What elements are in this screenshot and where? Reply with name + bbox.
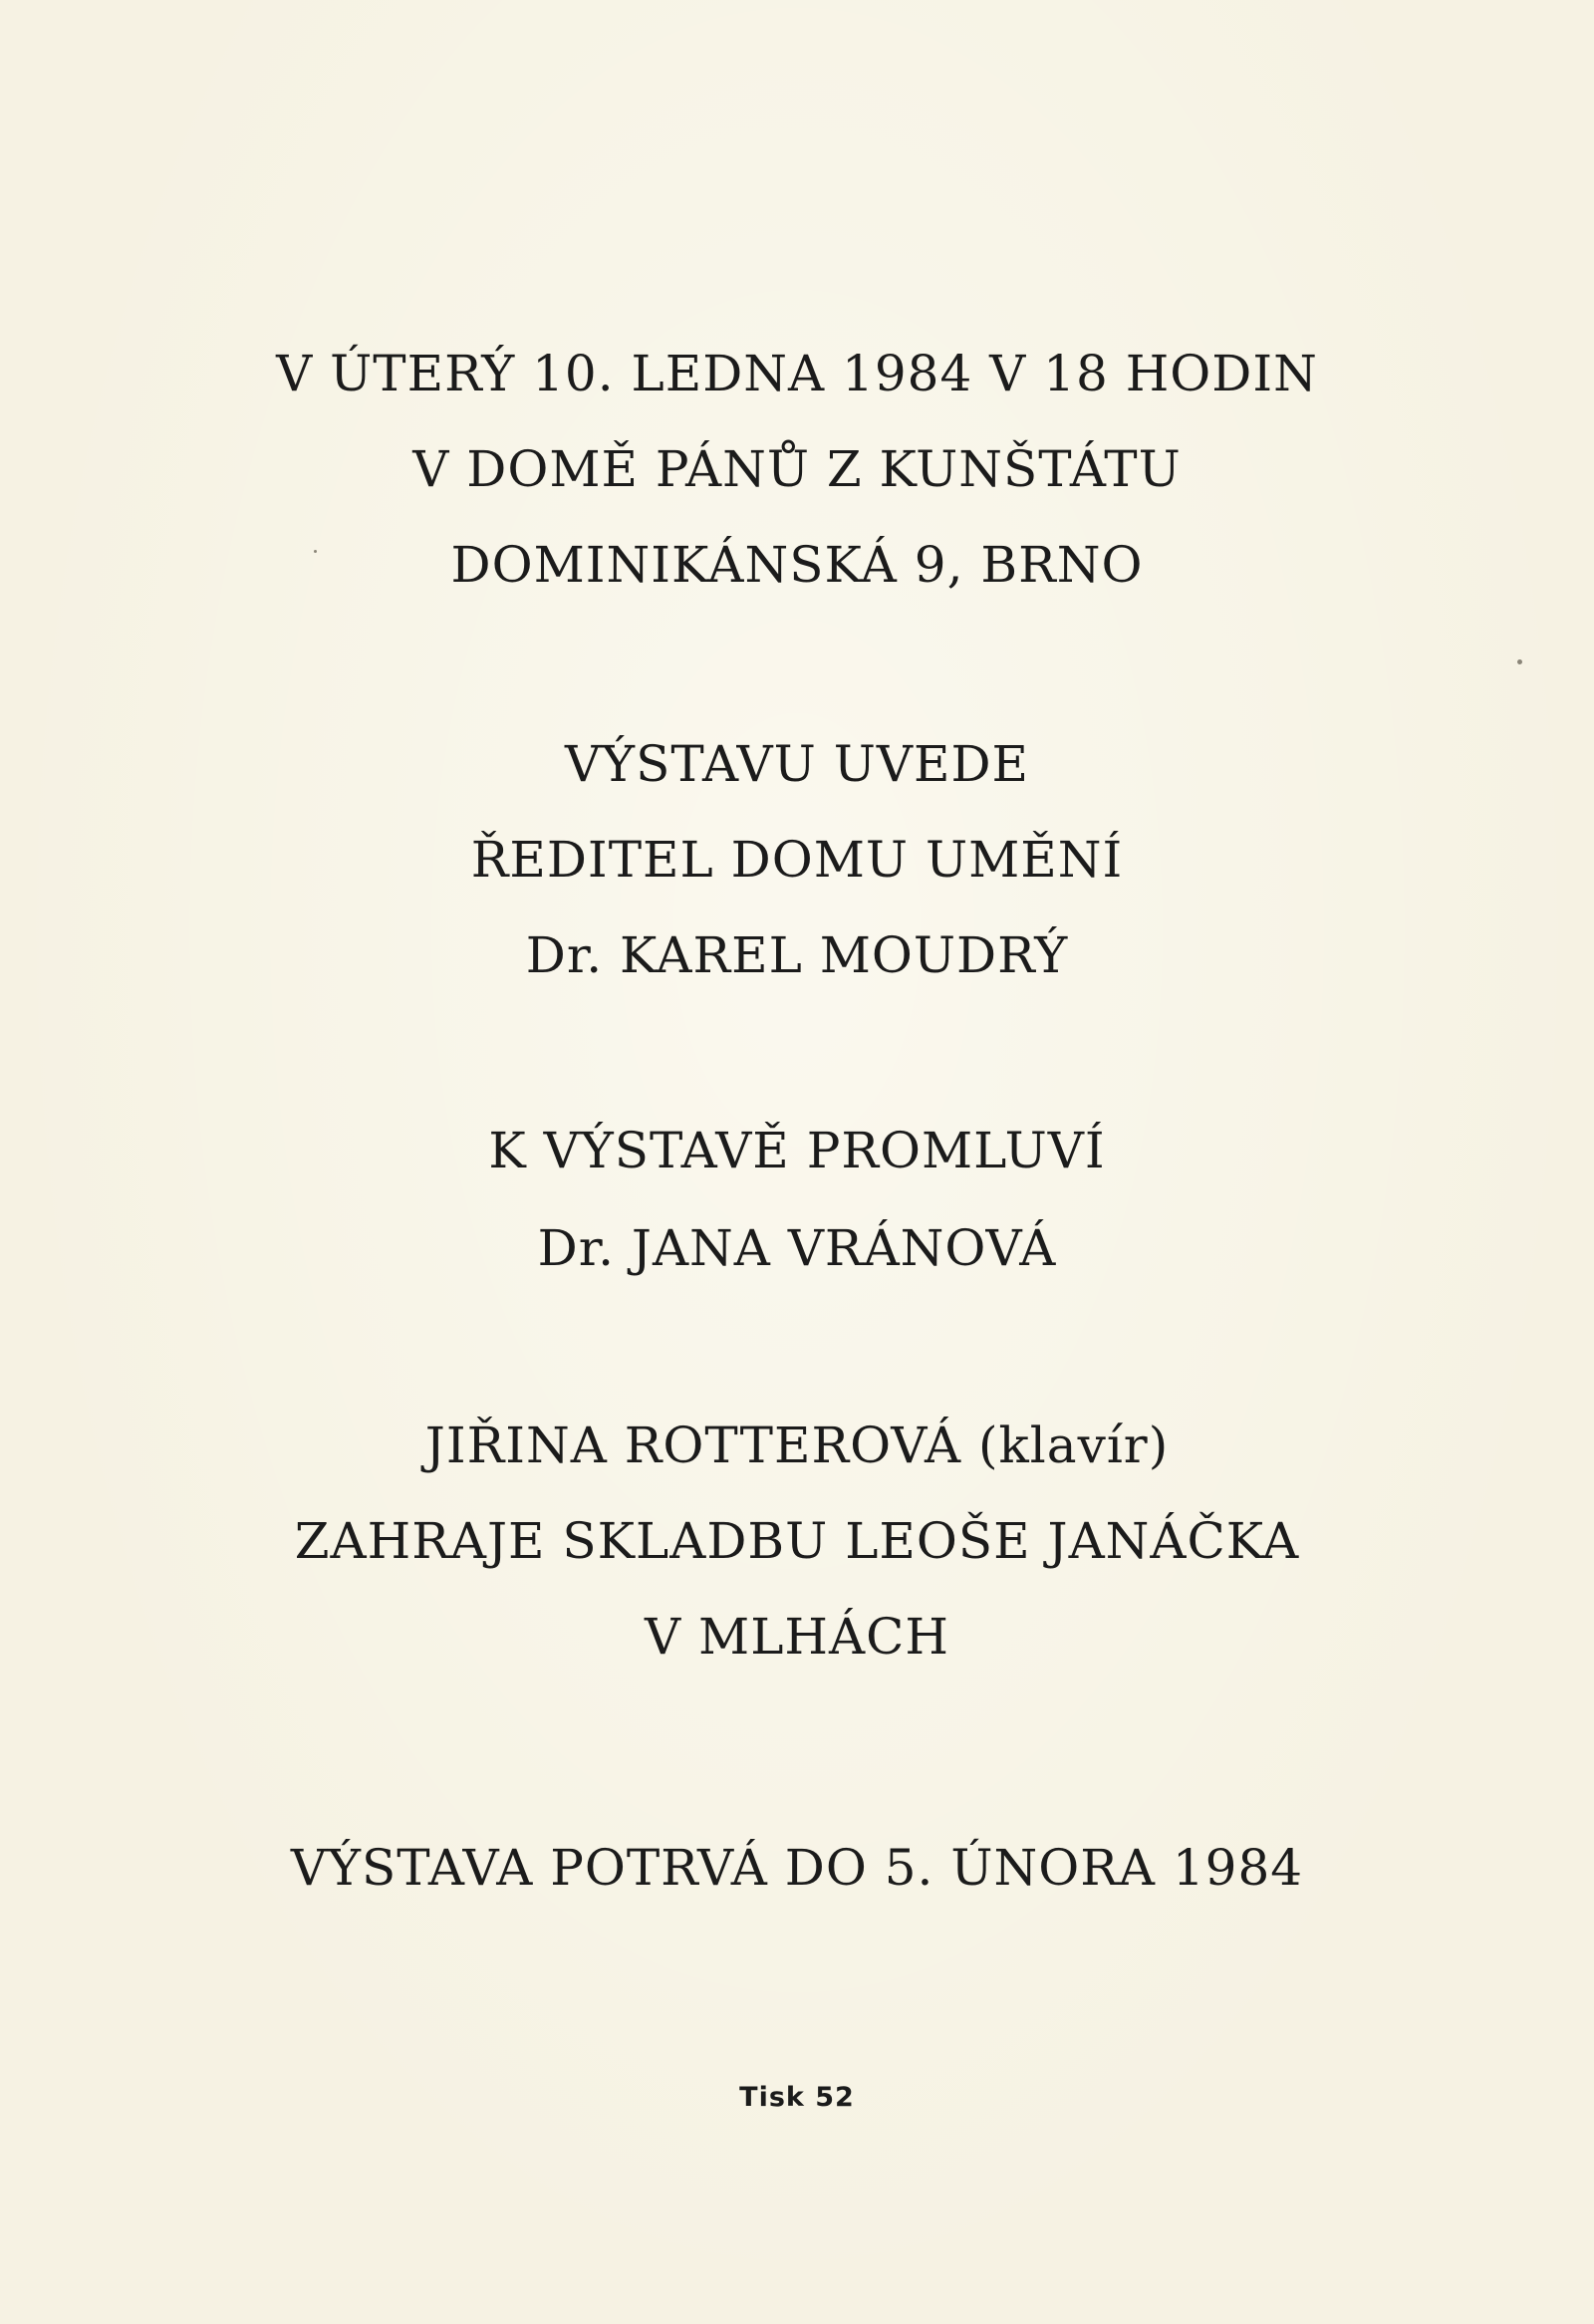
speaker-name: Dr. JANA VRÁNOVÁ [537, 1219, 1057, 1277]
address-line: DOMINIKÁNSKÁ 9, BRNO [450, 536, 1144, 594]
print-mark: Tisk 52 [739, 2082, 855, 2113]
paper-speck [1517, 659, 1522, 664]
composition-title: V MLHÁCH [645, 1608, 949, 1666]
speech-heading: K VÝSTAVĚ PROMLUVÍ [488, 1122, 1106, 1179]
introducer-name: Dr. KAREL MOUDRÝ [525, 926, 1069, 984]
paper-speck [314, 550, 317, 553]
performer-line: JIŘINA ROTTEROVÁ (klavír) [424, 1417, 1170, 1474]
introduction-heading: VÝSTAVU UVEDE [564, 735, 1030, 793]
introducer-title: ŘEDITEL DOMU UMĚNÍ [470, 831, 1124, 889]
venue-line: V DOMĚ PÁNŮ Z KUNŠTÁTU [412, 440, 1182, 498]
composition-line: ZAHRAJE SKLADBU LEOŠE JANÁČKA [294, 1512, 1300, 1570]
event-date-line: V ÚTERÝ 10. LEDNA 1984 V 18 HODIN [276, 345, 1318, 402]
exhibition-duration: VÝSTAVA POTRVÁ DO 5. ÚNORA 1984 [290, 1839, 1304, 1897]
